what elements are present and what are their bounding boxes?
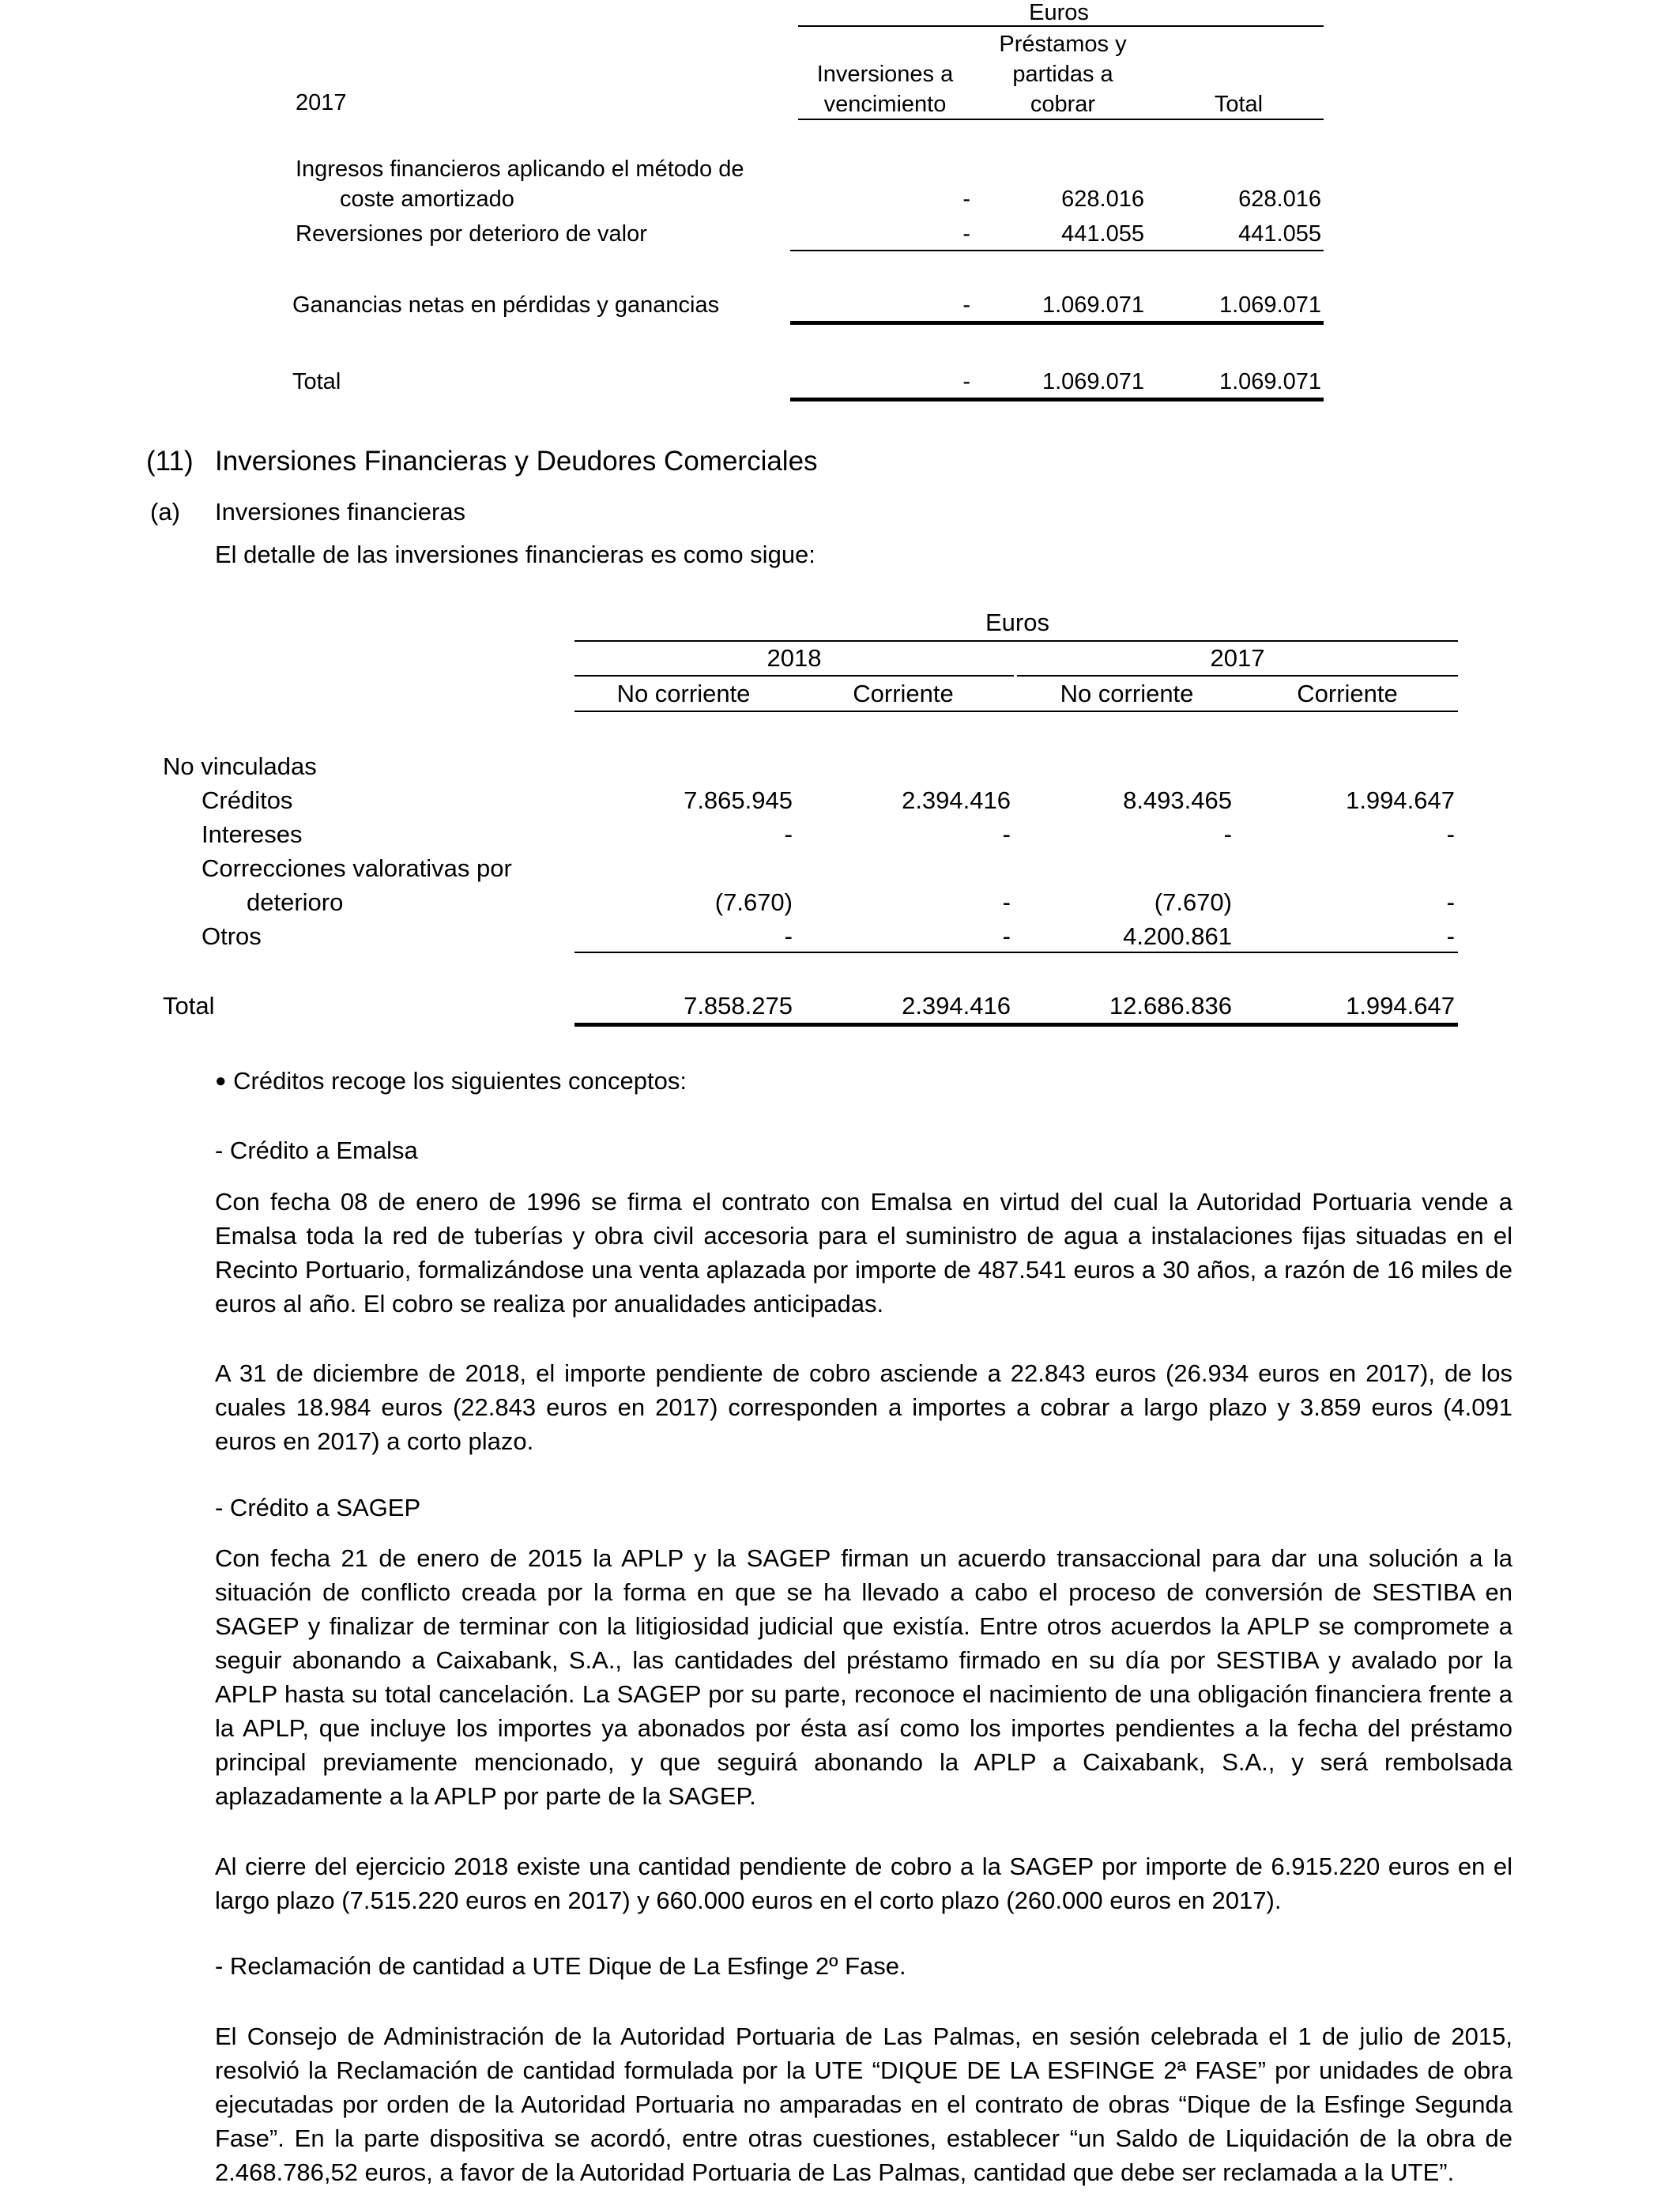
cell: 441.055	[1238, 221, 1321, 247]
col-header: No corriente	[616, 680, 751, 707]
year-label: 2017	[296, 90, 347, 115]
header-bottom-rule	[798, 119, 1324, 120]
cell: 441.055	[1061, 221, 1144, 247]
cell: 1.069.071	[1042, 369, 1144, 394]
subtotal-rule	[790, 250, 1324, 251]
row-label: Otros	[202, 922, 262, 950]
col-header: Corriente	[1297, 680, 1398, 707]
col-header: Corriente	[853, 680, 954, 707]
cell: (7.670)	[714, 888, 793, 916]
cell: 2.394.416	[902, 992, 1011, 1020]
cell: -	[962, 369, 970, 394]
row-label: Ingresos financieros aplicando el método de	[296, 156, 744, 182]
year-rule	[574, 675, 1014, 677]
section-number: (11)	[146, 446, 194, 477]
row-label: Intereses	[202, 820, 303, 848]
cell: -	[1002, 820, 1011, 848]
col-header-line: vencimiento	[823, 92, 947, 117]
cell: 1.994.647	[1346, 992, 1455, 1020]
col-header-line: Inversiones a	[816, 62, 954, 87]
year-header: 2017	[1210, 644, 1265, 672]
paragraph-emalsa-1: Con fecha 08 de enero de 1996 se firma el contrato con Emalsa en virtud del cual la Autoridad Portuaria vende a Emalsa toda la red de tuberías y obra civil accesoria para el suministro de agua a instalaciones fijas situadas en el Recinto Portuario, formalizándose una venta aplazada por importe de 487.541 euros a 30 años, a razón de 16 miles de euros al año. El cobro se realiza por anualidades anticipadas.	[215, 1188, 1512, 1318]
total-rule	[790, 321, 1324, 325]
cell: 4.200.861	[1123, 922, 1232, 950]
paragraph-sagep-2: Al cierre del ejercicio 2018 existe una cantidad pendiente de cobro a la SAGEP por importe de 6.915.220 euros en el largo plazo (7.515.220 euros en 2017) y 660.000 euros en el corto plazo (260.000 euros en 2017).	[215, 1853, 1512, 1914]
year-header: 2018	[767, 644, 822, 672]
cell: -	[962, 187, 970, 212]
cell: 628.016	[1061, 187, 1144, 212]
header-rule	[574, 640, 1458, 642]
total-rule	[790, 398, 1324, 401]
row-label: Créditos	[202, 786, 293, 814]
cell: -	[962, 292, 970, 318]
col-header-line: cobrar	[1030, 92, 1096, 117]
cell: -	[1002, 922, 1011, 950]
intro-text: El detalle de las inversiones financieras es como sigue:	[215, 541, 816, 568]
cell: -	[784, 922, 793, 950]
subsection-title: Inversiones financieras	[215, 498, 466, 526]
col-header-line: partidas a	[1012, 62, 1113, 87]
cell: 1.994.647	[1346, 786, 1455, 814]
row-label: deterioro	[247, 888, 344, 916]
cell: -	[1446, 888, 1455, 916]
cell: -	[962, 221, 970, 247]
subheading-ute: - Reclamación de cantidad a UTE Dique de La Esfinge 2º Fase.	[215, 1952, 906, 1980]
cell: 1.069.071	[1042, 292, 1144, 318]
total-rule	[574, 1023, 1458, 1027]
col-header-total: Total	[1214, 92, 1264, 117]
row-label: Total	[292, 369, 341, 394]
cell: -	[1002, 888, 1011, 916]
col-header: No corriente	[1060, 680, 1194, 707]
cell: 1.069.071	[1219, 369, 1321, 394]
subheading-sagep: - Crédito a SAGEP	[215, 1494, 421, 1521]
paragraph-sagep-1: Con fecha 21 de enero de 2015 la APLP y la SAGEP firman un acuerdo transaccional para dar una solución a la situación de conflicto creada por la forma en que se ha llevado a cabo el proceso de conversión de SESTIBA en SAGEP y finalizar de terminar con la litigiosidad judicial que existía. Entre otros acuerdos la APLP se compromete a seguir abonando a Caixabank, S.A., las cantidades del préstamo firmado en su día por SESTIBA y avalado por la APLP hasta su total cancelación. La SAGEP por su parte, reconoce el nacimiento de una obligación financiera frente a la APLP, que incluye los importes ya abonados por ésta así como los importes pendientes a la fecha del préstamo principal previamente mencionado, y que seguirá abonando la APLP a Caixabank, S.A., y será rembolsada aplazadamente a la APLP por parte de la SAGEP.	[215, 1544, 1512, 1810]
subtotal-rule	[574, 952, 1458, 953]
cell: 7.865.945	[684, 786, 793, 814]
cell: 8.493.465	[1123, 786, 1232, 814]
col-header-line: Préstamos y	[999, 32, 1127, 57]
header-bottom-rule	[574, 711, 1458, 712]
row-label: Reversiones por deterioro de valor	[296, 221, 647, 247]
currency-header: Euros	[1029, 0, 1089, 25]
cell: -	[784, 820, 793, 848]
row-label: Ganancias netas en pérdidas y ganancias	[292, 292, 720, 318]
subsection-number: (a)	[150, 498, 180, 526]
subheading-emalsa: - Crédito a Emalsa	[215, 1137, 418, 1164]
row-label: coste amortizado	[340, 187, 514, 212]
paragraph-emalsa-2: A 31 de diciembre de 2018, el importe pendiente de cobro asciende a 22.843 euros (26.934 euros en 2017), de los cuales 18.984 euros (22.843 euros en 2017) corresponden a importes a cobrar a largo plazo y 3.859 euros (4.091 euros en 2017) a corto plazo.	[215, 1359, 1512, 1455]
bullet-item	[215, 1067, 687, 1095]
paragraph-ute: El Consejo de Administración de la Autoridad Portuaria de Las Palmas, en sesión celebrada el 1 de julio de 2015, resolvió la Reclamación de cantidad formulada por la UTE “DIQUE DE LA ESFINGE 2ª FASE” por unidades de obra ejecutadas por orden de la Autoridad Portuaria no amparadas en el contrato de obras “Dique de la Esfinge Segunda Fase”. En la parte dispositiva se acordó, entre otras cuestiones, establecer “un Saldo de Liquidación de la obra de 2.468.786,52 euros, a favor de la Autoridad Portuaria de Las Palmas, cantidad que debe ser reclamada a la UTE”.	[215, 2022, 1512, 2186]
bullet-icon: ●	[215, 1070, 227, 1091]
section-title: Inversiones Financieras y Deudores Comerciales	[215, 446, 818, 477]
currency-header: Euros	[985, 609, 1049, 636]
cell: 7.858.275	[684, 992, 793, 1020]
cell: -	[1446, 922, 1455, 950]
row-label: Correcciones valorativas por	[202, 854, 512, 882]
row-label: Total	[163, 992, 215, 1020]
cell: 12.686.836	[1109, 992, 1232, 1020]
cell: 2.394.416	[902, 786, 1011, 814]
cell: -	[1446, 820, 1455, 848]
cell: 628.016	[1238, 187, 1321, 212]
cell: 1.069.071	[1219, 292, 1321, 318]
cell: (7.670)	[1154, 888, 1232, 916]
bullet-text: Créditos recoge los siguientes conceptos:	[233, 1067, 687, 1095]
group-label: No vinculadas	[163, 752, 317, 780]
year-rule	[1017, 675, 1458, 677]
cell: -	[1223, 820, 1232, 848]
